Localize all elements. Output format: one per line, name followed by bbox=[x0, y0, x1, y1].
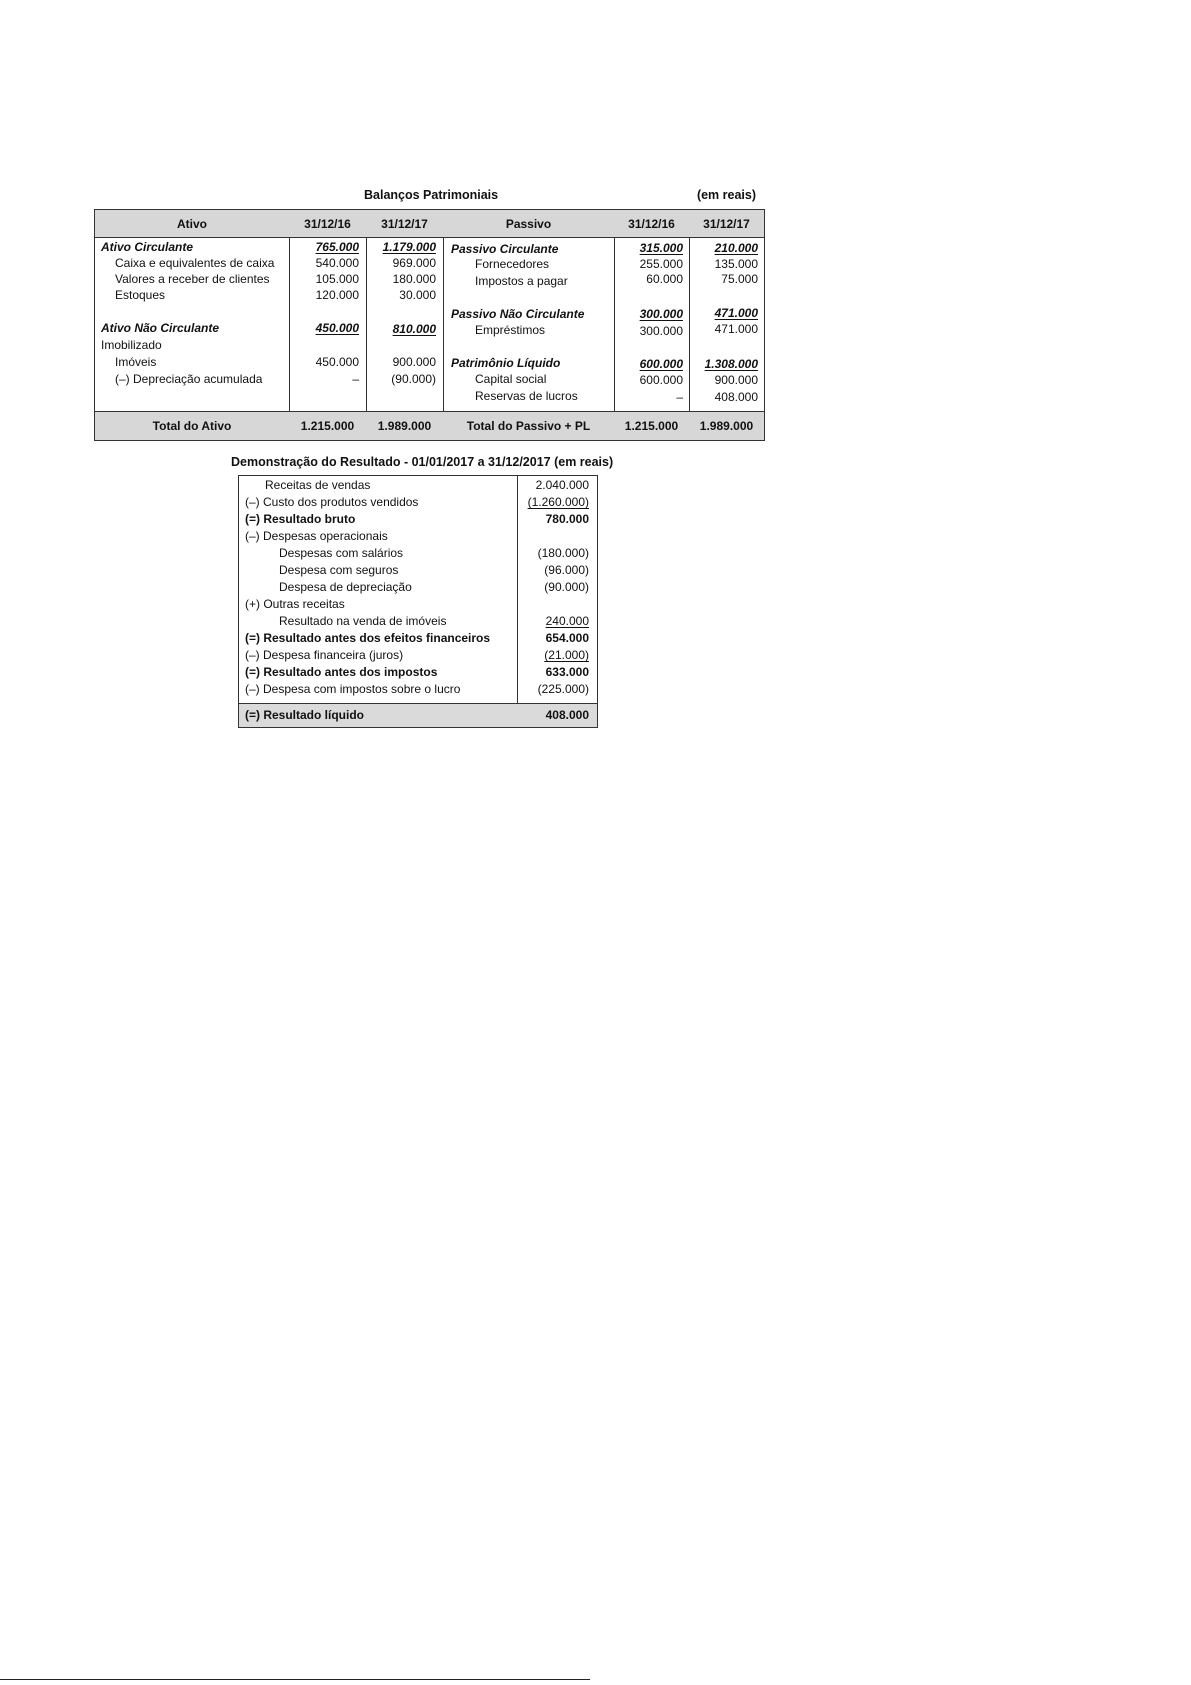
income-row-label: Despesas com salários bbox=[279, 546, 404, 560]
income-row-value: (225.000) bbox=[537, 682, 589, 696]
income-row bbox=[239, 545, 597, 562]
total-ativo-2017: 1.989.000 bbox=[377, 419, 432, 433]
impostos-pagar-label: Impostos a pagar bbox=[475, 274, 568, 288]
income-final-row bbox=[239, 703, 597, 727]
valores-receber-label: Valores a receber de clientes bbox=[115, 272, 270, 286]
income-row bbox=[239, 613, 597, 630]
ativo-circulante-label: Ativo Circulante bbox=[101, 240, 194, 254]
fornecedores-2016: 255.000 bbox=[639, 257, 683, 271]
patrimonio-liquido-2017: 1.308.000 bbox=[704, 357, 758, 371]
income-row-label: Despesa de depreciação bbox=[279, 580, 412, 594]
depreciacao-2017: (90.000) bbox=[391, 372, 436, 386]
reservas-lucros-label: Reservas de lucros bbox=[475, 389, 578, 403]
income-row-value: 2.040.000 bbox=[535, 478, 589, 492]
ativo-nao-circulante-2016: 450.000 bbox=[315, 321, 359, 335]
imoveis-label: Imóveis bbox=[115, 355, 157, 369]
impostos-pagar-2016: 60.000 bbox=[646, 272, 683, 286]
total-passivo-2016: 1.215.000 bbox=[624, 419, 679, 433]
ativo-circulante-2016: 765.000 bbox=[315, 240, 359, 254]
passivo-circulante-2016: 315.000 bbox=[639, 241, 683, 255]
fornecedores-label: Fornecedores bbox=[475, 257, 550, 271]
header-date-2017-ativo: 31/12/17 bbox=[381, 216, 428, 231]
header-date-2017-passivo: 31/12/17 bbox=[703, 216, 750, 231]
total-passivo-2017: 1.989.000 bbox=[699, 419, 754, 433]
reservas-lucros-2016: – bbox=[676, 390, 683, 404]
total-ativo-label: Total do Ativo bbox=[152, 419, 232, 433]
page-footer-rule bbox=[0, 1679, 590, 1680]
income-row-label: (–) Despesas operacionais bbox=[245, 529, 388, 543]
caixa-label: Caixa e equivalentes de caixa bbox=[115, 256, 275, 270]
income-title: Demonstração do Resultado - 01/01/2017 a 31/12/2017 (em reais) bbox=[231, 455, 614, 469]
income-row bbox=[239, 477, 597, 494]
passivo-nao-circulante-2017: 471.000 bbox=[714, 306, 758, 320]
balance-title: Balanços Patrimoniais bbox=[364, 188, 499, 202]
header-ativo: Ativo bbox=[177, 216, 207, 231]
income-row-value: (96.000) bbox=[544, 563, 589, 577]
impostos-pagar-2017: 75.000 bbox=[721, 272, 758, 286]
income-row bbox=[239, 630, 597, 647]
passivo-circulante-label: Passivo Circulante bbox=[451, 242, 559, 256]
reservas-lucros-2017: 408.000 bbox=[714, 390, 758, 404]
income-row bbox=[239, 596, 597, 613]
passivo-nao-circulante-label: Passivo Não Circulante bbox=[451, 307, 585, 321]
income-row-label: (=) Resultado antes dos efeitos financeiros bbox=[245, 631, 491, 645]
income-row bbox=[239, 562, 597, 579]
total-ativo-2016: 1.215.000 bbox=[300, 419, 355, 433]
depreciacao-2016: – bbox=[352, 372, 359, 386]
balance-title-row bbox=[94, 188, 764, 206]
capital-social-label: Capital social bbox=[475, 372, 547, 386]
income-row-label: Resultado na venda de imóveis bbox=[279, 614, 447, 628]
income-row-value: 633.000 bbox=[545, 665, 589, 679]
income-row-value: 654.000 bbox=[545, 631, 589, 645]
income-row-label: (+) Outras receitas bbox=[245, 597, 345, 611]
income-final-label: (=) Resultado líquido bbox=[245, 708, 364, 722]
balance-body bbox=[95, 237, 764, 413]
imoveis-2017: 900.000 bbox=[392, 355, 436, 369]
income-row-label: (=) Resultado antes dos impostos bbox=[245, 665, 438, 679]
patrimonio-liquido-label: Patrimônio Líquido bbox=[451, 356, 561, 370]
income-row-value: (1.260.000) bbox=[527, 495, 589, 509]
income-row-label: (–) Custo dos produtos vendidos bbox=[245, 495, 419, 509]
income-row bbox=[239, 579, 597, 596]
balance-totals bbox=[95, 411, 764, 440]
income-row bbox=[239, 528, 597, 545]
income-statement-table bbox=[238, 475, 598, 728]
header-passivo: Passivo bbox=[505, 216, 552, 231]
fornecedores-2017: 135.000 bbox=[714, 257, 758, 271]
balance-unit: (em reais) bbox=[696, 188, 756, 202]
patrimonio-liquido-2016: 600.000 bbox=[639, 357, 683, 371]
imobilizado-label: Imobilizado bbox=[101, 338, 162, 352]
income-row-label: Receitas de vendas bbox=[265, 478, 371, 492]
income-row-label: (–) Despesa com impostos sobre o lucro bbox=[245, 682, 461, 696]
total-passivo-label: Total do Passivo + PL bbox=[466, 419, 591, 433]
valores-receber-2016: 105.000 bbox=[315, 272, 359, 286]
income-row-value: 780.000 bbox=[545, 512, 589, 526]
income-row-value: (90.000) bbox=[544, 580, 589, 594]
income-row-label: (=) Resultado bruto bbox=[245, 512, 356, 526]
income-final-value: 408.000 bbox=[545, 708, 589, 722]
capital-social-2016: 600.000 bbox=[639, 373, 683, 387]
income-row bbox=[239, 494, 597, 511]
income-row-label: Despesa com seguros bbox=[279, 563, 399, 577]
estoques-2017: 30.000 bbox=[399, 288, 436, 302]
header-date-2016-passivo: 31/12/16 bbox=[628, 216, 675, 231]
header-date-2016-ativo: 31/12/16 bbox=[304, 216, 351, 231]
passivo-circulante-2017: 210.000 bbox=[714, 241, 758, 255]
emprestimos-label: Empréstimos bbox=[475, 323, 546, 337]
ativo-nao-circulante-label: Ativo Não Circulante bbox=[101, 321, 220, 335]
caixa-2016: 540.000 bbox=[315, 256, 359, 270]
balance-header bbox=[95, 210, 764, 238]
income-row bbox=[239, 647, 597, 664]
estoques-label: Estoques bbox=[115, 288, 166, 302]
income-row bbox=[239, 511, 597, 528]
imoveis-2016: 450.000 bbox=[315, 355, 359, 369]
income-row-value: (180.000) bbox=[537, 546, 589, 560]
capital-social-2017: 900.000 bbox=[714, 373, 758, 387]
income-row bbox=[239, 681, 597, 698]
balance-sheet-table bbox=[94, 209, 765, 441]
income-row-value: 240.000 bbox=[545, 614, 589, 628]
income-row-label: (–) Despesa financeira (juros) bbox=[245, 648, 404, 662]
caixa-2017: 969.000 bbox=[392, 256, 436, 270]
passivo-nao-circulante-2016: 300.000 bbox=[639, 307, 683, 321]
emprestimos-2017: 471.000 bbox=[714, 322, 758, 336]
valores-receber-2017: 180.000 bbox=[392, 272, 436, 286]
depreciacao-label: (–) Depreciação acumulada bbox=[115, 372, 263, 386]
estoques-2016: 120.000 bbox=[315, 288, 359, 302]
ativo-nao-circulante-2017: 810.000 bbox=[392, 322, 436, 336]
income-row-value: (21.000) bbox=[544, 648, 589, 662]
income-row bbox=[239, 664, 597, 681]
emprestimos-2016: 300.000 bbox=[639, 324, 683, 338]
ativo-circulante-2017: 1.179.000 bbox=[382, 240, 436, 254]
